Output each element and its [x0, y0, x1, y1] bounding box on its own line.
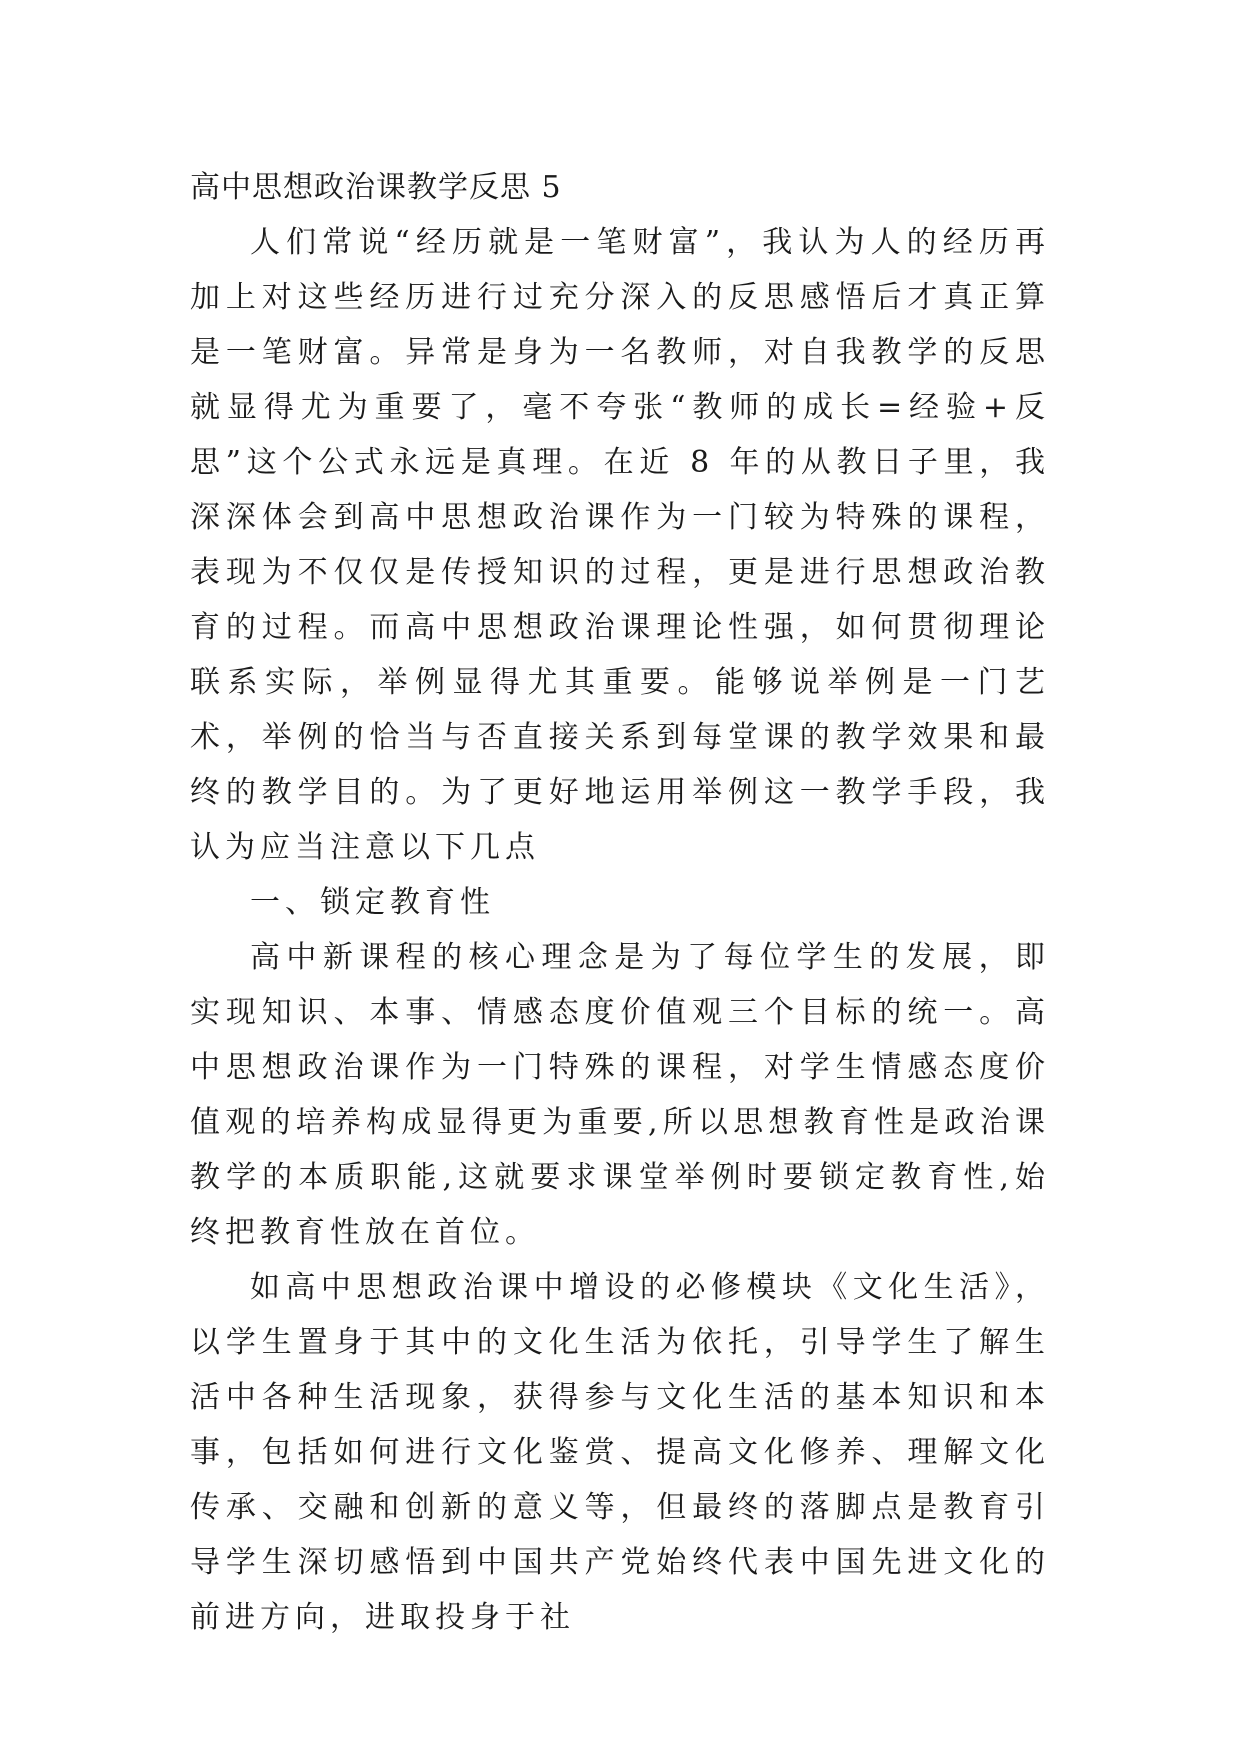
paragraph-example: 如高中思想政治课中增设的必修模块《文化生活》，以学生置身于其中的文化生活为依托，引导学生了解生活中各种生活现象，获得参与文化生活的基本知识和本事，包括如何进行文化鉴赏、提高文化修养、理解文化传承、交融和创新的意义等，但最终的落脚点是教育引导学生深切感悟到中国共产党始终代表中国先进文化的前进方向，进取投身于社 — [190, 1270, 1050, 1635]
document-title: 高中思想政治课教学反思 5 — [190, 170, 562, 205]
document-body — [190, 160, 1050, 1645]
paragraph-section-1: 高中新课程的核心理念是为了每位学生的发展，即实现知识、本事、情感态度价值观三个目标的统一。高中思想政治课作为一门特殊的课程，对学生情感态度价值观的培养构成显得更为重要,所以思想教育性是政治课教学的本质职能,这就要求课堂举例时要锁定教育性,始终把教育性放在首位。 — [190, 940, 1050, 1250]
section-heading-1: 一、锁定教育性 — [250, 885, 495, 920]
paragraph-intro: 人们常说“经历就是一笔财富”，我认为人的经历再加上对这些经历进行过充分深入的反思感悟后才真正算是一笔财富。异常是身为一名教师，对自我教学的反思就显得尤为重要了，毫不夸张“教师的成长=经验+反思”这个公式永远是真理。在近 8 年的从教日子里，我深深体会到高中思想政治课作为一门较为特殊的课程，表现为不仅仅是传授知识的过程，更是进行思想政治教育的过程。而高中思想政治课理论性强，如何贯彻理论联系实际，举例显得尤其重要。能够说举例是一门艺术，举例的恰当与否直接关系到每堂课的教学效果和最终的教学目的。为了更好地运用举例这一教学手段，我认为应当注意以下几点 — [190, 225, 1050, 865]
